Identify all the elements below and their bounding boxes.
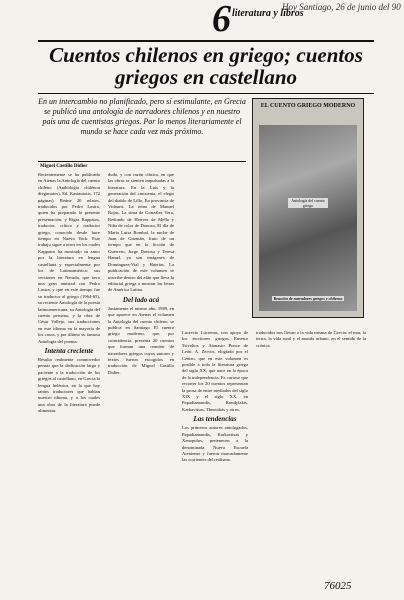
column-1-text: Recientemente se ha publicado en Atenas la Antología del cuento chileno (Anthología chilénou diegimatos), Ed. Kastaniotis, 172 páginas). Reúne 20 relatos, traducidos por Pedro Lastra, quien ha preparado la presente presentación, y Rigas Kappatos, traductor, crítico y traductor griego, conocido desde hace tiempo en Nueva York. Este trabajo sigue a otros en los cuales Kappatos ha mostrado su amor por la literatura en lengua castellana y especialmente por los de Latinoamérica: sus versiones en Neruda, que tuvo una gran amistad con Pedro Lastra, y que en este tiempo fue su traductor al griego (1964-65), su reciente Antología de la poesía latinoamericana, su Antología del cuento peruano, y la obra de César Vallejo, sus traducciones en este idioma en la mayoría de los casos, y por último su famosa Antología del poema.	[38, 172, 100, 344]
handwritten-note: Hoy Santiago, 26 de junio del 90	[282, 2, 401, 12]
book-cover-illustration	[259, 125, 357, 311]
header-rule	[38, 40, 374, 42]
section-number: 6	[212, 0, 231, 40]
book-cover-image	[252, 98, 364, 318]
page-marker: 76025	[324, 580, 352, 592]
subheading-2: Del lado acá	[122, 295, 160, 304]
byline: Miguel Castillo Didier	[40, 164, 88, 169]
subheading-3: Las tendencias	[193, 415, 237, 424]
article-column-1	[38, 172, 100, 594]
column-1-text-continued: Resulta realmente conmovedor pensar que la dedicación larga y paciente a la traducción de los griegos al castellano, en Grecia la lengua helénica, en la que hay tantos traductores que hablan nuestro idioma, y a los cuales una obra de la literatura puede alimentar.	[38, 356, 100, 414]
article-column-4	[256, 330, 366, 594]
title-rule	[38, 93, 374, 94]
column-4-text: traducidos nos llevan a la vida misma de Grecia: el mar, la tierra, la vida rural y el mundo urbano, en el sentido de la crónica.	[256, 330, 366, 348]
book-cover-title: EL CUENTO GRIEGO MODERNO	[260, 103, 356, 109]
column-3-text-continued: Los primeros autores antologados, Papadiamandis, Karkavitsas y Xenopulos, pertenecen a la denominada Nueva Escuela Ateniense y fueron marcadamente las corrientes del realismo.	[182, 425, 248, 463]
section-header	[0, 0, 404, 40]
image-caption-bottom: Reunión de narradores griegos y chilenos	[273, 296, 343, 301]
article-title: Cuentos chilenos en griego; cuentos griegos en castellano	[49, 43, 363, 89]
subheading-1: Intenta creciente	[44, 346, 94, 355]
article-column-3	[182, 330, 248, 594]
section-label: literatura y libros	[232, 8, 304, 19]
article-lead: En un intercambio no planificado, pero sí estimulante, en Grecia se publicó una antología de narradores chilenos y en nuestro país una de cuentistas griegos. Por lo menos literariamente el mundo se hace cada vez más próximo.	[38, 97, 246, 162]
column-2-text: duda, y con razón clásica, en que las obras se sienten impulsadas a la literatura. En la Luis y la generación del cincuenta, el elegir del diablo de Lillo, En provincia de Vidaurri, La reina de Manuel Rojas, La sima de González Vera, Redondo de Herrera de Mella y Niña de color de Donoso, El día de María Luisa Bombal, la noche de Juan de Guzmán, fruto de un tiempo que en la ficción de Guerrero, Jorge Donoso y Teresa Hamel, ya son imágenes de Domínguez-Vial y Huertas. La publicación de este volumen se inscribe dentro del afán que lleva la editorial griega a mostrar las letras de América Latina.	[108, 172, 174, 293]
column-3-text: Lucrecio Lúcrenas, con apoyo de los escritores griegos Ernesto Tsivelios y Atanasio Ponce de León. A. Zervos, elogiado por el Centro, que en este volumen es posible a toda la literatura griega del siglo XX, que nace en la época de la independencia. Es curioso que recorrer los 20 cuentos representan la prosa de entre mediados del siglo XIX y el siglo XX, en Papadiamandis, Kondylakis, Karkavitsas, Theotokás y otros.	[182, 330, 248, 412]
column-2-text-continued: Justamente el mismo año, 1989, en que aparece en Atenas el volumen la Antología del cuento chileno, se publica en Santiago El cuento griego moderno, que, por coincidencia, presenta 20 cuentos que forman una reunión de narradores griegos cuyos autores y textos fueron escogidos en traducción de Miguel Castillo Didier.	[108, 305, 174, 375]
article-column-2	[108, 172, 174, 594]
image-caption-top: Antología del cuento griego	[288, 198, 328, 208]
